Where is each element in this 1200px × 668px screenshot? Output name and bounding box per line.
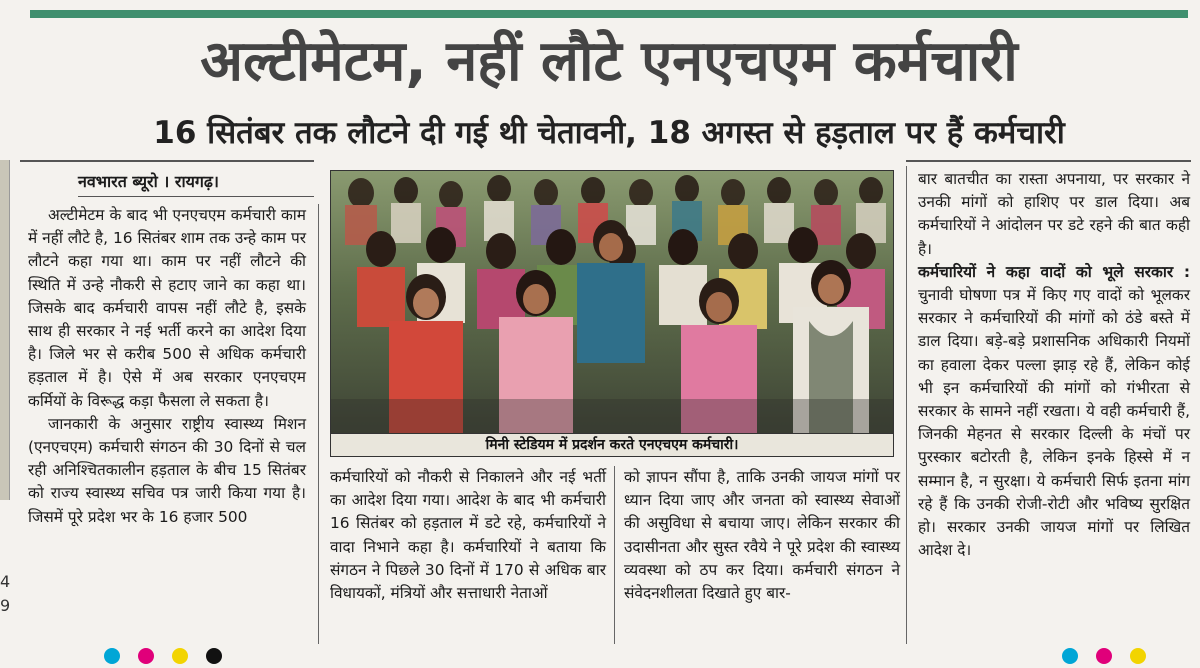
registration-dot — [138, 648, 154, 664]
top-color-bar — [30, 10, 1188, 18]
edge-fragment: 9 — [0, 596, 11, 615]
article-column-1 — [28, 204, 306, 529]
protest-photo — [330, 170, 894, 434]
divider — [20, 160, 314, 162]
subheadline: 16 सितंबर तक लौटने दी गई थी चेतावनी, 18 अगस्त से हड़ताल पर हैं कर्मचारी — [153, 115, 1065, 151]
column-rule — [318, 204, 319, 644]
article-column-2 — [330, 466, 606, 605]
registration-dot — [1130, 648, 1146, 664]
protest-photo-illustration — [331, 171, 893, 433]
headline: अल्टीमेटम, नहीं लौटे एनएचएम कर्मचारी — [200, 29, 1018, 94]
byline: नवभारत ब्यूरो । रायगढ़। — [78, 172, 219, 191]
paragraph: बार बातचीत का रास्ता अपनाया, पर सरकार ने उनकी मांगों को हाशिए पर डाल दिया। अब कर्मचारियों ने आंदोलन पर डटे रहने की बात कही है। — [918, 170, 1190, 258]
paragraph: जानकारी के अनुसार राष्ट्रीय स्वास्थ्य मिशन (एनएचएम) कर्मचारी संगठन की 30 दिनों से चल रही अनिश्चितकालीन हड़ताल के बीच 15 सितंबर को राज्य स्वास्थ्य सचिव पत्र जारी किया गया है। जिसमें पूरे प्रदेश भर के 16 हजार 500 — [28, 414, 306, 526]
registration-dot — [1062, 648, 1078, 664]
paragraph-text: चुनावी घोषणा पत्र में किए गए वादों को भूलकर सरकार ने कर्मचारियों की मांगों को ठंडे बस्ते में डाल दिया। बड़े-बड़े प्रशासनिक अधिकारी नियमों का हवाला देकर पल्ला झाड़ रहे हैं, लेकिन कोई भी इन कर्मचारियों की मांगों को गंभीरता से सरकार के सामने नहीं रखता। ये वही कर्मचारी हैं, जिनकी मेहनत से सरकार दिल्ली के मंचों पर पुरस्कार बटोरती है, लेकिन इनके हिस्से में न सम्मान है, न सुरक्षा। ये कर्मचारी सिर्फ इतना मांग रहे हैं कि उनकी रोजी-रोटी और भविष्य सुरक्षित हो। सरकार उनकी जायज मांगों पर लिखित आदेश दे। — [918, 286, 1190, 560]
photo-caption: मिनी स्टेडियम में प्रदर्शन करते एनएचएम कर्मचारी। — [330, 434, 894, 457]
registration-dot — [1096, 648, 1112, 664]
column-rule — [614, 466, 615, 644]
divider — [906, 160, 1191, 162]
adjacent-page-edge — [0, 160, 10, 500]
paragraph: अल्टीमेटम के बाद भी एनएचएम कर्मचारी काम में नहीं लौटे है, 16 सितंबर शाम तक उन्हे काम पर लौटने कहा गया था। काम पर नहीं लौटने की स्थिति में उन्हे नौकरी से हटाए जाने का कहा था। जिसके बाद कर्मचारी वापस नहीं लौटे है, इसके साथ ही सरकार ने नई भर्ती करने का आदेश दिया है। जिले भर से करीब 500 से अधिक कर्मचारी हड़ताल में है। ऐसे में अब सरकार एनएचएम कर्मियों के विरूद्ध कड़ा फैसला ले सकता है। — [28, 206, 306, 410]
registration-dot — [172, 648, 188, 664]
article-column-3 — [624, 466, 900, 605]
registration-marks-left — [104, 648, 240, 660]
paragraph: को ज्ञापन सौंपा है, ताकि उनकी जायज मांगों पर ध्यान दिया जाए और जनता को स्वास्थ्य सेवाओं की असुविधा से बचाया जाए। लेकिन सरकार की उदासीनता और सुस्त रवैये ने पूरे प्रदेश की स्वास्थ्य व्यवस्था को ठप कर दिया। कर्मचारी संगठन ने संवेदनशीलता दिखाते हुए बार- — [624, 468, 900, 603]
registration-dot — [104, 648, 120, 664]
article-column-4 — [918, 168, 1190, 562]
divider — [78, 196, 314, 197]
column-rule — [906, 166, 907, 644]
section-subheading: कर्मचारियों ने कहा वादों को भूले सरकार : — [918, 262, 1190, 281]
registration-dot — [206, 648, 222, 664]
edge-fragment: 4 — [0, 572, 11, 591]
registration-marks-right — [1062, 648, 1164, 660]
paragraph — [918, 261, 1190, 563]
paragraph: कर्मचारियों को नौकरी से निकालने और नई भर्ती का आदेश दिया गया। आदेश के बाद भी कर्मचारी 16 सितंबर को हड़ताल में डटे रहे, कर्मचारियों ने वादा निभाने कहा है। कर्मचारियों ने बताया कि संगठन ने पिछले 30 दिनों में 170 से अधिक बार विधायकों, मंत्रियों और सत्ताधारी नेताओं — [330, 468, 606, 603]
